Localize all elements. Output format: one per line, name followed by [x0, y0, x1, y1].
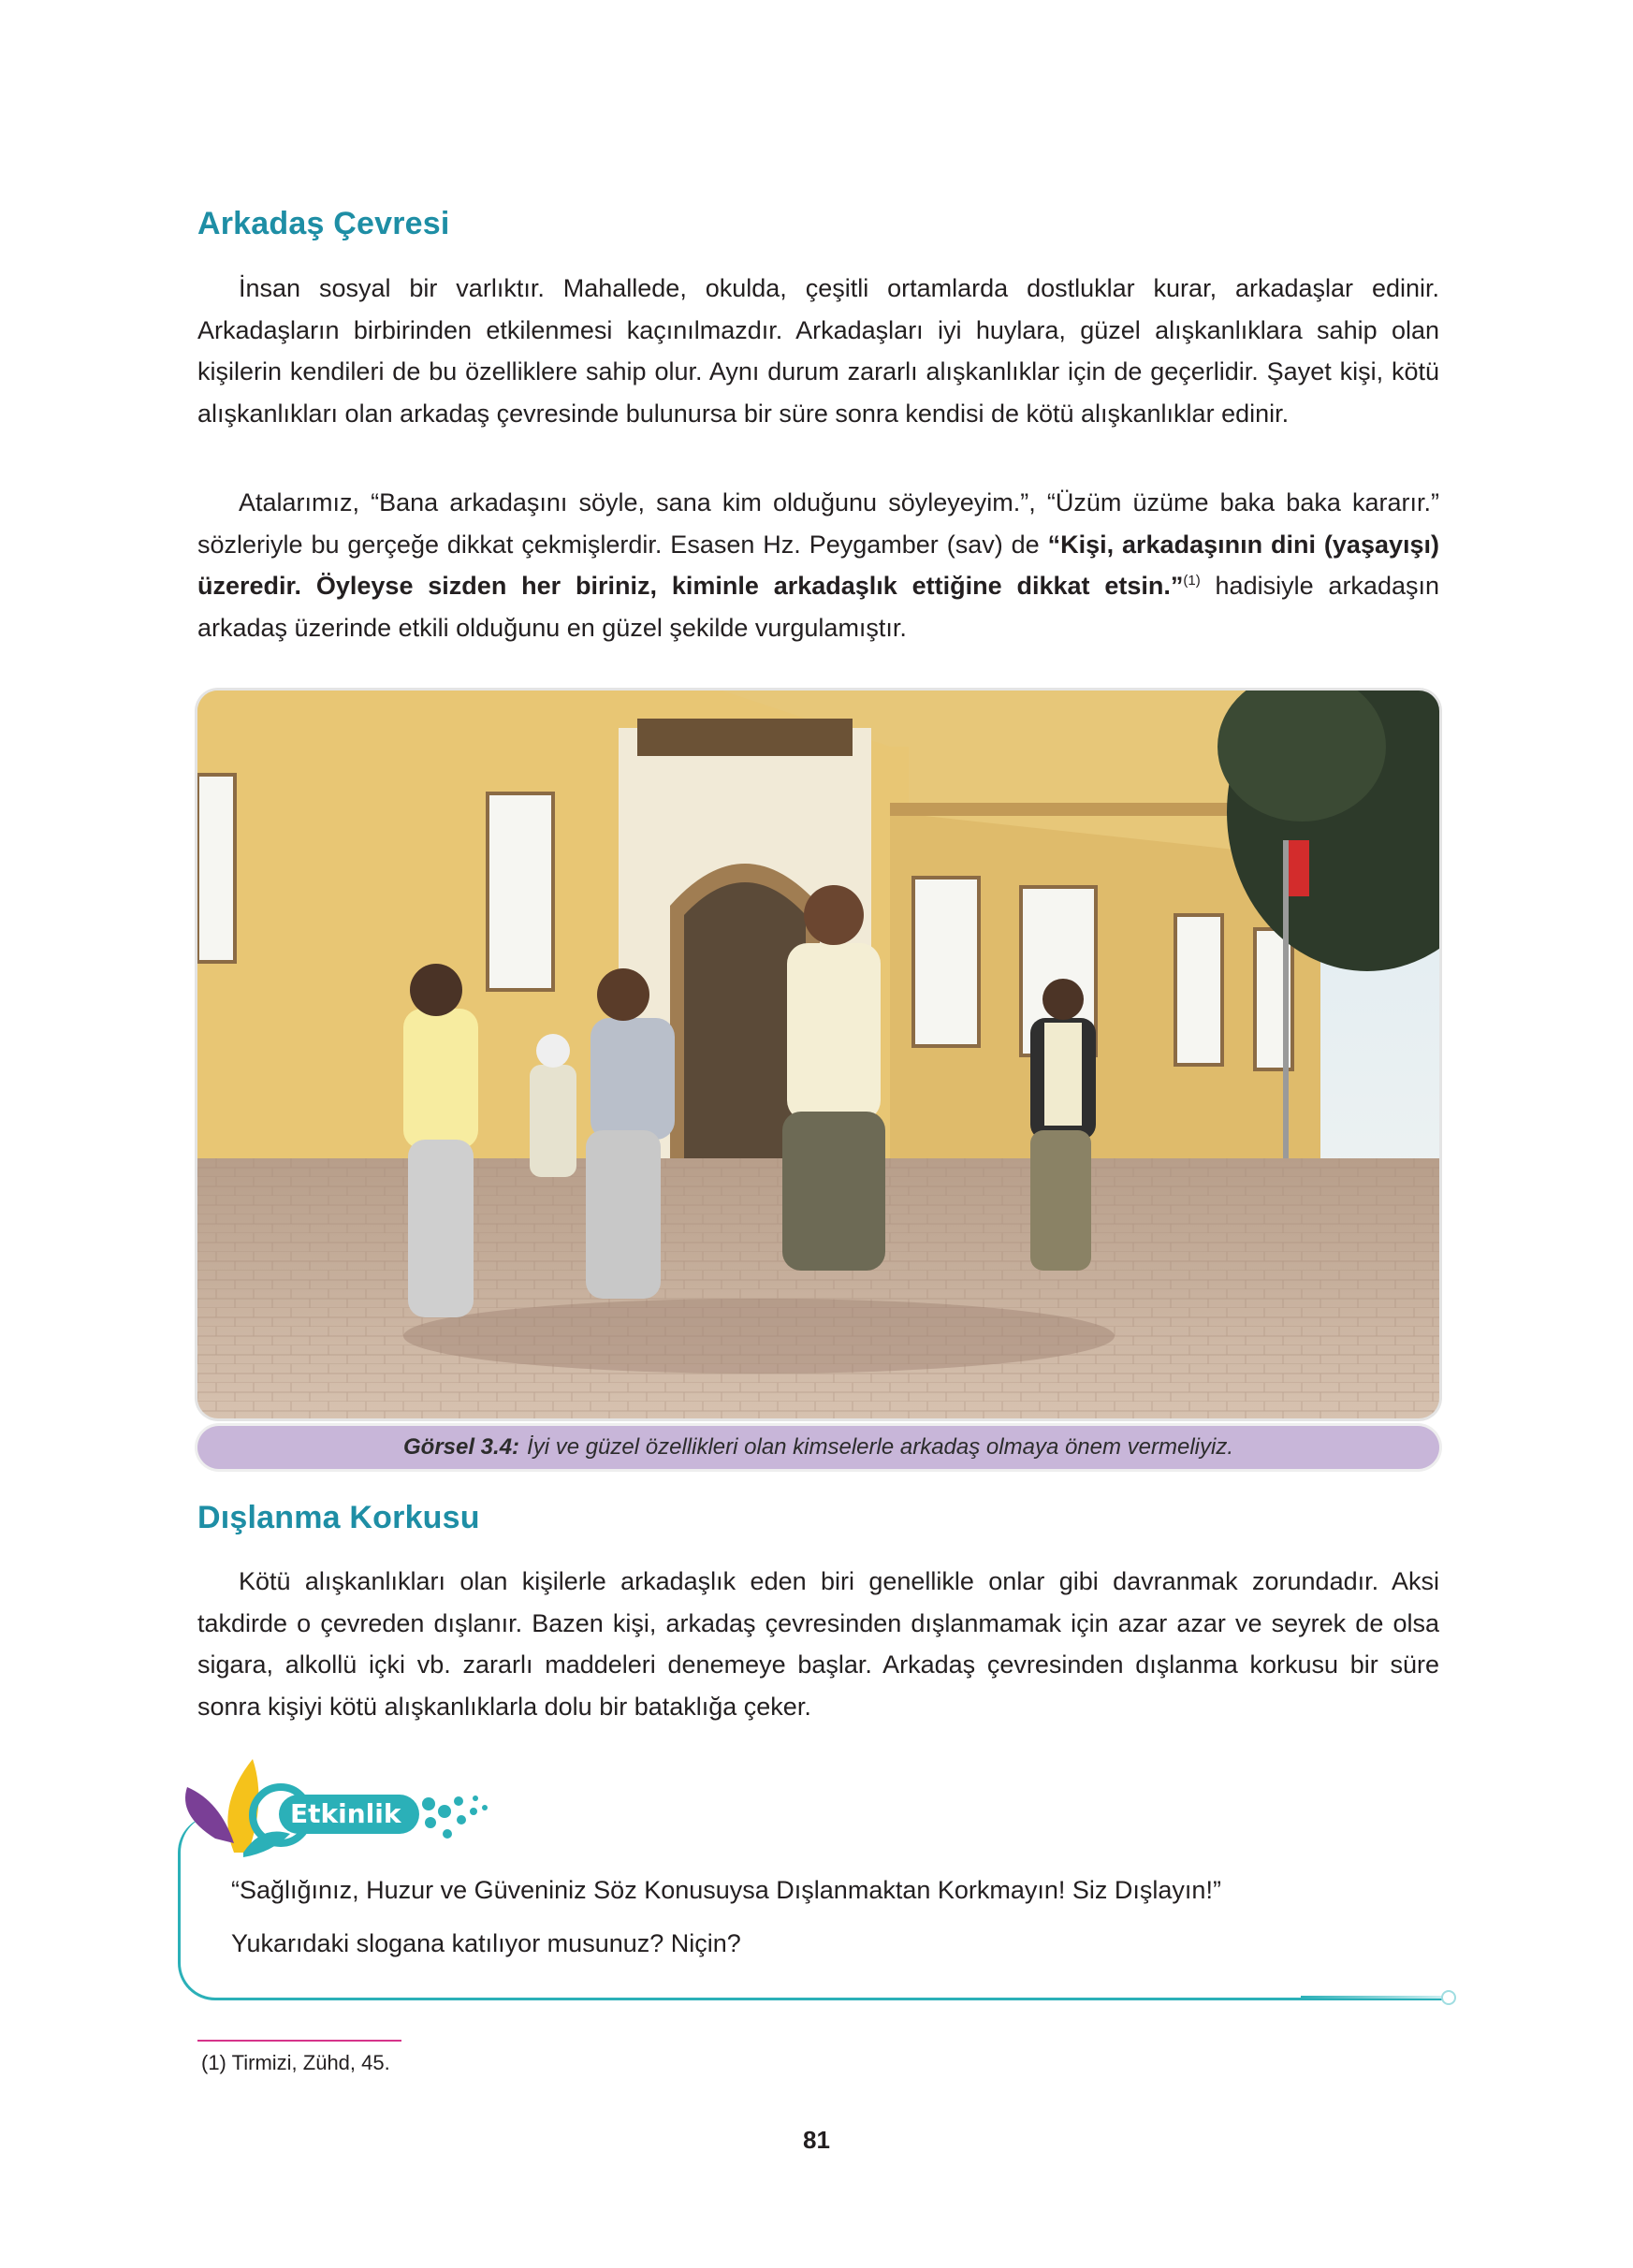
- paragraph-2-start: Atalarımız, “Bana arkadaşını söyle, sana kim olduğunu söyleyeyim.”, “Üzüm üzüme baka baka kararır.” sözleriyle bu gerçeğe dikkat çekmişlerdir. Esasen Hz. Peygamber (sav) de: [197, 488, 1439, 559]
- school-yard-photo: [197, 691, 1439, 1418]
- paragraph-1-text: İnsan sosyal bir varlıktır. Mahallede, okulda, çeşitli ortamlarda dostluklar kurar, arkadaşlar edinir. Arkadaşların birbirinden etkilenmesi kaçınılmazdır. Arkadaşları iyi huylara, güzel alışkanlıklara sahip olan kişilerin kendileri de bu özelliklere sahip olur. Aynı durum zararlı alışkanlıklar için de geçerlidir. Şayet kişi, kötü alışkanlıkları olan arkadaş çevresinde bulunursa bir süre sonra kendisi de kötü alışkanlıklar edinir.: [197, 274, 1439, 428]
- page-number: 81: [803, 2126, 830, 2154]
- hadith-quote: “Kişi, arkadaşının dini (yaşayışı) üzeredir. Öyleyse sizden her biriniz, kiminle arkadaşlık ettiğine dikkat etsin.”: [197, 530, 1439, 600]
- section-title-arkadas-cevresi: Arkadaş Çevresi: [197, 206, 450, 241]
- figure-label: Görsel 3.4:: [402, 1434, 520, 1460]
- paragraph-1: [197, 268, 1439, 434]
- footnote-rule: [197, 2040, 401, 2042]
- section-title-dislanma-korkusu: Dışlanma Korkusu: [197, 1500, 480, 1535]
- footnote: (1) Tirmizi, Zühd, 45.: [201, 2051, 390, 2074]
- activity-question: Yukarıdaki slogana katılıyor musunuz? Niçin?: [231, 1929, 741, 1957]
- activity-box-tail: [1301, 1996, 1446, 1999]
- activity-slogan: “Sağlığınız, Huzur ve Güveniniz Söz Konusuysa Dışlanmaktan Korkmayın! Siz Dışlayın!”: [231, 1876, 1221, 1904]
- figure-caption: [197, 1426, 1439, 1469]
- activity-logo-text: Etkinlik: [290, 1798, 401, 1829]
- feather-icon: [178, 1750, 496, 1871]
- footnote-ref: (1): [1183, 573, 1201, 589]
- paragraph-2: [197, 482, 1439, 648]
- paragraph-3-text: Kötü alışkanlıkları olan kişilerle arkadaşlık eden biri genellikle onlar gibi davranmak zorundadır. Aksi takdirde o çevreden dışlanır. Bazen kişi, arkadaş çevresinden dışlanmamak için azar azar ve seyrek de olsa sigara, alkollü içki vb. zararlı maddeleri denemeye başlar. Arkadaş çevresinden dışlanma korkusu bir süre sonra kişiyi kötü alışkanlıklarla dolu bir bataklığa çeker.: [197, 1567, 1439, 1721]
- figure-caption-text: İyi ve güzel özellikleri olan kimselerle arkadaş olmaya önem vermeliyiz.: [527, 1434, 1234, 1460]
- paragraph-2-end: hadisiyle arkadaşın arkadaş üzerinde etkili olduğunu en güzel şekilde vurgulamıştır.: [197, 572, 1440, 642]
- paragraph-3: [197, 1561, 1439, 1727]
- activity-logo: [178, 1750, 496, 1876]
- activity-box-end-dot: [1441, 1990, 1456, 2005]
- photo-illustration: [197, 691, 1439, 1418]
